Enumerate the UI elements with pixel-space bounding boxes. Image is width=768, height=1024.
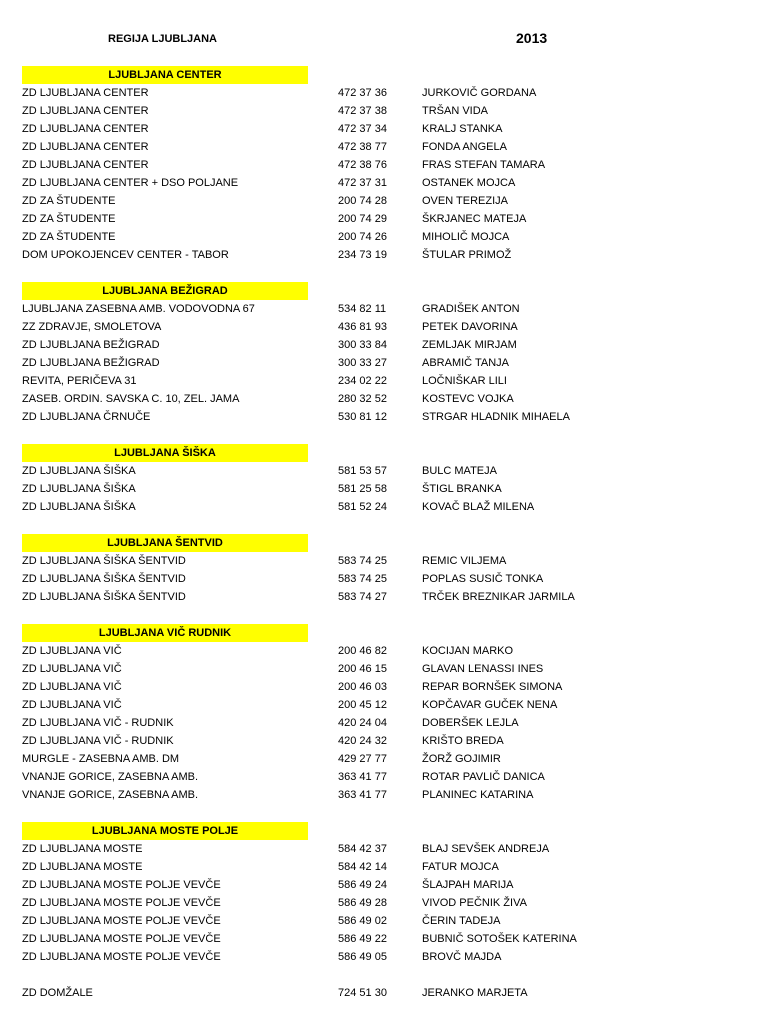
phone-cell: 581 25 58 xyxy=(338,483,387,495)
phone-cell: 280 32 52 xyxy=(338,393,387,405)
table-row xyxy=(0,678,768,696)
table-row xyxy=(0,552,768,570)
institution-cell: ZD LJUBLJANA ŠIŠKA xyxy=(22,483,136,495)
name-cell: ČERIN TADEJA xyxy=(422,915,501,927)
institution-cell: ZD ZA ŠTUDENTE xyxy=(22,195,116,207)
name-cell: ŽORŽ GOJIMIR xyxy=(422,753,501,765)
table-row xyxy=(0,750,768,768)
phone-cell: 200 46 82 xyxy=(338,645,387,657)
table-row xyxy=(0,300,768,318)
table-row xyxy=(0,660,768,678)
institution-cell: ZD LJUBLJANA ČRNUČE xyxy=(22,411,151,423)
name-cell: KRIŠTO BREDA xyxy=(422,735,504,747)
phone-cell: 530 81 12 xyxy=(338,411,387,423)
section-header: LJUBLJANA ŠENTVID xyxy=(22,534,308,552)
table-row xyxy=(0,786,768,804)
table-row xyxy=(0,948,768,966)
name-cell: REMIC VILJEMA xyxy=(422,555,507,567)
phone-cell: 584 42 14 xyxy=(338,861,387,873)
institution-cell: VNANJE GORICE, ZASEBNA AMB. xyxy=(22,789,199,801)
phone-cell: 534 82 11 xyxy=(338,303,387,315)
name-cell: TRČEK BREZNIKAR JARMILA xyxy=(422,591,575,603)
table-row xyxy=(0,696,768,714)
institution-cell: ZD ZA ŠTUDENTE xyxy=(22,213,116,225)
name-cell: POPLAS SUSIČ TONKA xyxy=(422,573,544,585)
section-header: LJUBLJANA CENTER xyxy=(22,66,308,84)
table-row xyxy=(0,876,768,894)
table-row xyxy=(0,390,768,408)
section-header: LJUBLJANA BEŽIGRAD xyxy=(22,282,308,300)
phone-cell: 586 49 02 xyxy=(338,915,387,927)
institution-cell: ZD LJUBLJANA ŠIŠKA ŠENTVID xyxy=(22,573,186,585)
phone-cell: 583 74 25 xyxy=(338,573,387,585)
institution-cell: ZD LJUBLJANA VIČ - RUDNIK xyxy=(22,735,174,747)
phone-cell: 363 41 77 xyxy=(338,771,387,783)
name-cell: OSTANEK MOJCA xyxy=(422,177,516,189)
name-cell: ROTAR PAVLIČ DANICA xyxy=(422,771,545,783)
name-cell: FRAS STEFAN TAMARA xyxy=(422,159,546,171)
phone-cell: 234 73 19 xyxy=(338,249,387,261)
table-row xyxy=(0,732,768,750)
table-row xyxy=(0,912,768,930)
institution-cell: ZD LJUBLJANA CENTER + DSO POLJANE xyxy=(22,177,239,189)
name-cell: LOČNIŠKAR LILI xyxy=(422,375,507,387)
institution-cell: VNANJE GORICE, ZASEBNA AMB. xyxy=(22,771,199,783)
name-cell: KOSTEVC VOJKA xyxy=(422,393,514,405)
institution-cell: ZD LJUBLJANA MOSTE xyxy=(22,843,143,855)
phone-cell: 586 49 05 xyxy=(338,951,387,963)
table-row xyxy=(0,930,768,948)
institution-cell: DOM UPOKOJENCEV CENTER - TABOR xyxy=(22,249,229,261)
phone-cell: 300 33 84 xyxy=(338,339,387,351)
phone-cell: 200 46 15 xyxy=(338,663,387,675)
institution-cell: ZD LJUBLJANA VIČ xyxy=(22,645,122,657)
phone-cell: 584 42 37 xyxy=(338,843,387,855)
institution-cell: ZD LJUBLJANA VIČ - RUDNIK xyxy=(22,717,174,729)
phone-cell: 300 33 27 xyxy=(338,357,387,369)
name-cell: TRŠAN VIDA xyxy=(422,105,489,117)
phone-cell: 583 74 27 xyxy=(338,591,387,603)
table-row xyxy=(0,768,768,786)
name-cell: GRADIŠEK ANTON xyxy=(422,303,520,315)
table-row xyxy=(0,498,768,516)
name-cell: BLAJ SEVŠEK ANDREJA xyxy=(422,843,550,855)
name-cell: JERANKO MARJETA xyxy=(422,987,528,999)
name-cell: GLAVAN LENASSI INES xyxy=(422,663,544,675)
name-cell: ŠTULAR PRIMOŽ xyxy=(422,249,512,261)
table-row xyxy=(0,408,768,426)
table-row xyxy=(0,210,768,228)
phone-cell: 472 37 38 xyxy=(338,105,387,117)
institution-cell: ZD LJUBLJANA VIČ xyxy=(22,681,122,693)
phone-cell: 581 52 24 xyxy=(338,501,387,513)
institution-cell: ZD LJUBLJANA ŠIŠKA ŠENTVID xyxy=(22,591,186,603)
name-cell: STRGAR HLADNIK MIHAELA xyxy=(422,411,570,423)
institution-cell: ZZ ZDRAVJE, SMOLETOVA xyxy=(22,321,162,333)
table-row xyxy=(0,354,768,372)
institution-cell: LJUBLJANA ZASEBNA AMB. VODOVODNA 67 xyxy=(22,303,255,315)
phone-cell: 586 49 24 xyxy=(338,879,387,891)
phone-cell: 472 37 34 xyxy=(338,123,387,135)
phone-cell: 429 27 77 xyxy=(338,753,387,765)
table-row xyxy=(0,156,768,174)
table-row xyxy=(0,192,768,210)
name-cell: DOBERŠEK LEJLA xyxy=(422,717,519,729)
phone-cell: 200 74 26 xyxy=(338,231,387,243)
phone-cell: 472 38 76 xyxy=(338,159,387,171)
phone-cell: 586 49 22 xyxy=(338,933,387,945)
table-row xyxy=(0,714,768,732)
institution-cell: ZD LJUBLJANA CENTER xyxy=(22,87,149,99)
institution-cell: REVITA, PERIČEVA 31 xyxy=(22,375,137,387)
document-title: REGIJA LJUBLJANA xyxy=(108,33,217,45)
name-cell: FONDA ANGELA xyxy=(422,141,507,153)
institution-cell: ZD LJUBLJANA CENTER xyxy=(22,123,149,135)
table-row xyxy=(0,588,768,606)
table-row xyxy=(0,228,768,246)
institution-cell: ZD LJUBLJANA BEŽIGRAD xyxy=(22,339,160,351)
phone-cell: 472 37 36 xyxy=(338,87,387,99)
phone-cell: 724 51 30 xyxy=(338,987,387,999)
name-cell: OVEN TEREZIJA xyxy=(422,195,508,207)
institution-cell: ZD LJUBLJANA CENTER xyxy=(22,141,149,153)
name-cell: ABRAMIČ TANJA xyxy=(422,357,509,369)
institution-cell: ZD LJUBLJANA MOSTE POLJE VEVČE xyxy=(22,897,221,909)
document-year: 2013 xyxy=(516,30,548,46)
table-row xyxy=(0,894,768,912)
table-row xyxy=(0,840,768,858)
institution-cell: ZD LJUBLJANA MOSTE POLJE VEVČE xyxy=(22,879,221,891)
institution-cell: ZD LJUBLJANA MOSTE POLJE VEVČE xyxy=(22,915,221,927)
phone-cell: 363 41 77 xyxy=(338,789,387,801)
table-row xyxy=(0,372,768,390)
institution-cell: ZD LJUBLJANA ŠIŠKA xyxy=(22,501,136,513)
name-cell: PLANINEC KATARINA xyxy=(422,789,534,801)
phone-cell: 420 24 04 xyxy=(338,717,387,729)
institution-cell: ZD LJUBLJANA CENTER xyxy=(22,105,149,117)
institution-cell: ZD LJUBLJANA VIČ xyxy=(22,663,122,675)
institution-cell: ZD LJUBLJANA BEŽIGRAD xyxy=(22,357,160,369)
table-row xyxy=(0,174,768,192)
table-row xyxy=(0,318,768,336)
section-header: LJUBLJANA ŠIŠKA xyxy=(22,444,308,462)
name-cell: KOVAČ BLAŽ MILENA xyxy=(422,501,535,513)
institution-cell: ZD LJUBLJANA VIČ xyxy=(22,699,122,711)
institution-cell: ZD LJUBLJANA MOSTE POLJE VEVČE xyxy=(22,933,221,945)
name-cell: ŠTIGL BRANKA xyxy=(422,483,502,495)
name-cell: KOPČAVAR GUČEK NENA xyxy=(422,699,558,711)
phone-cell: 420 24 32 xyxy=(338,735,387,747)
institution-cell: ZD ZA ŠTUDENTE xyxy=(22,231,116,243)
name-cell: REPAR BORNŠEK SIMONA xyxy=(422,681,563,693)
phone-cell: 436 81 93 xyxy=(338,321,387,333)
name-cell: BROVČ MAJDA xyxy=(422,951,502,963)
section-header: LJUBLJANA MOSTE POLJE xyxy=(22,822,308,840)
name-cell: BULC MATEJA xyxy=(422,465,497,477)
name-cell: ŠKRJANEC MATEJA xyxy=(422,213,527,225)
phone-cell: 200 74 28 xyxy=(338,195,387,207)
name-cell: BUBNIČ SOTOŠEK KATERINA xyxy=(422,933,577,945)
name-cell: FATUR MOJCA xyxy=(422,861,499,873)
table-row xyxy=(0,984,768,1002)
institution-cell: MURGLE - ZASEBNA AMB. DM xyxy=(22,753,180,765)
name-cell: MIHOLIČ MOJCA xyxy=(422,231,510,243)
table-row xyxy=(0,858,768,876)
phone-cell: 200 45 12 xyxy=(338,699,387,711)
table-row xyxy=(0,336,768,354)
name-cell: ŠLAJPAH MARIJA xyxy=(422,879,514,891)
institution-cell: ZD LJUBLJANA MOSTE POLJE VEVČE xyxy=(22,951,221,963)
phone-cell: 472 38 77 xyxy=(338,141,387,153)
phone-cell: 581 53 57 xyxy=(338,465,387,477)
name-cell: PETEK DAVORINA xyxy=(422,321,518,333)
name-cell: JURKOVIČ GORDANA xyxy=(422,87,537,99)
name-cell: KRALJ STANKA xyxy=(422,123,503,135)
name-cell: ZEMLJAK MIRJAM xyxy=(422,339,517,351)
institution-cell: ZD LJUBLJANA ŠIŠKA ŠENTVID xyxy=(22,555,186,567)
table-row xyxy=(0,462,768,480)
section-header: LJUBLJANA VIČ RUDNIK xyxy=(22,624,308,642)
institution-cell: ZD LJUBLJANA ŠIŠKA xyxy=(22,465,136,477)
institution-cell: ZD DOMŽALE xyxy=(22,987,93,999)
phone-cell: 200 46 03 xyxy=(338,681,387,693)
phone-cell: 472 37 31 xyxy=(338,177,387,189)
table-row xyxy=(0,642,768,660)
phone-cell: 586 49 28 xyxy=(338,897,387,909)
table-row xyxy=(0,480,768,498)
name-cell: VIVOD PEČNIK ŽIVA xyxy=(422,897,527,909)
institution-cell: ZD LJUBLJANA MOSTE xyxy=(22,861,143,873)
table-row xyxy=(0,84,768,102)
institution-cell: ZASEB. ORDIN. SAVSKA C. 10, ZEL. JAMA xyxy=(22,393,240,405)
name-cell: KOCIJAN MARKO xyxy=(422,645,514,657)
table-row xyxy=(0,138,768,156)
table-row xyxy=(0,246,768,264)
phone-cell: 234 02 22 xyxy=(338,375,387,387)
phone-cell: 583 74 25 xyxy=(338,555,387,567)
table-row xyxy=(0,570,768,588)
phone-cell: 200 74 29 xyxy=(338,213,387,225)
institution-cell: ZD LJUBLJANA CENTER xyxy=(22,159,149,171)
table-row xyxy=(0,120,768,138)
table-row xyxy=(0,102,768,120)
